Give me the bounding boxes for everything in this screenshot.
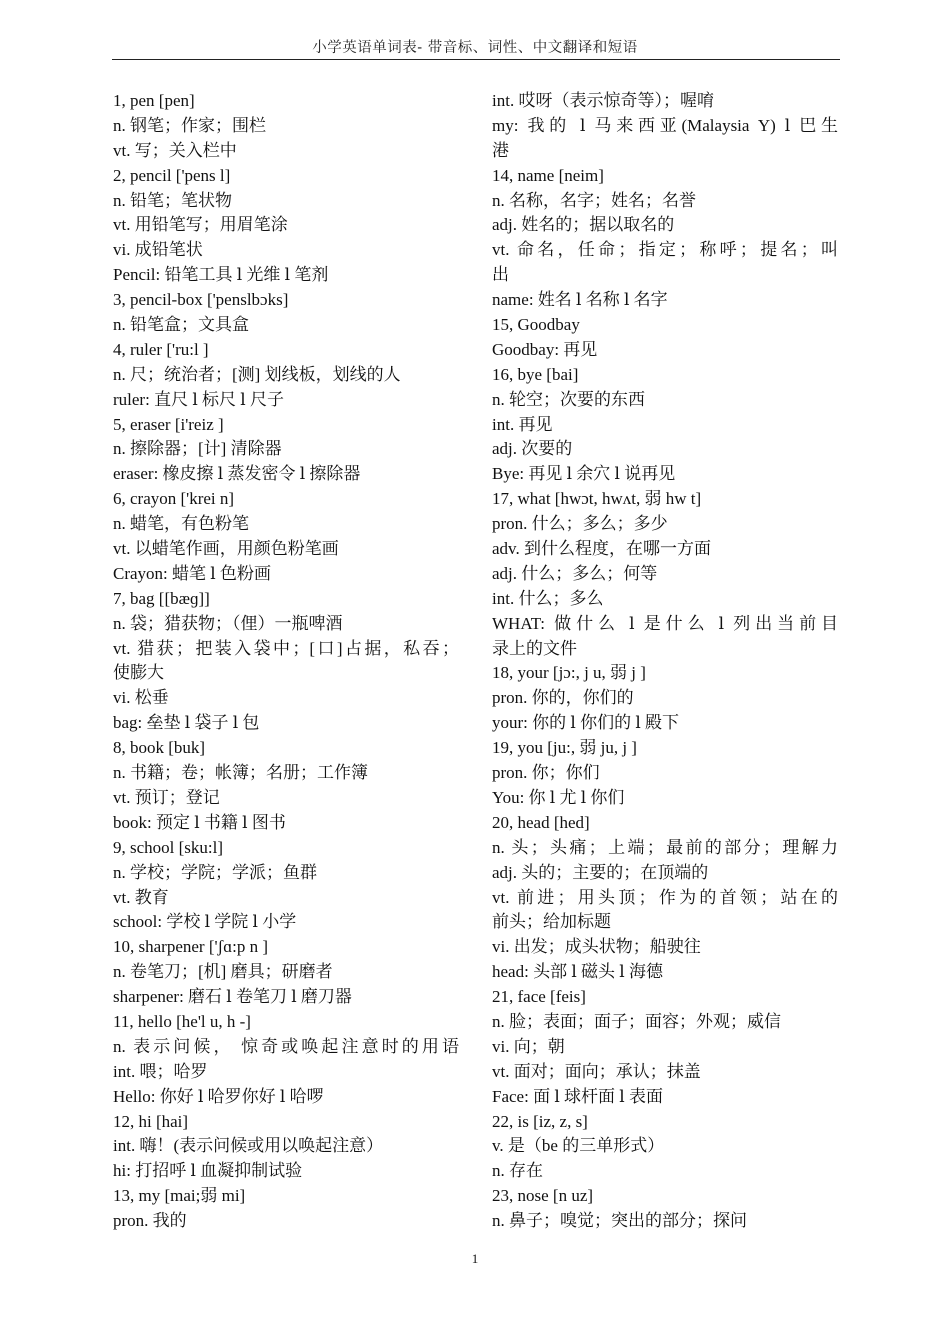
right-column-line: pron. 你；你们	[492, 763, 600, 783]
left-column-line: int. 喂；哈罗	[113, 1061, 208, 1081]
right-column-line: adj. 头的；主要的；在顶端的	[492, 862, 709, 882]
left-column-line: n. 尺；统治者；[测] 划线板，划线的人	[113, 364, 401, 384]
left-column-line: vt. 用铅笔写；用眉笔涂	[113, 215, 288, 235]
right-column-line: adv. 到什么程度，在哪一方面	[492, 539, 711, 559]
left-column-line: sharpener: 磨石 ⅼ 卷笔刀 ⅼ 磨刀器	[113, 987, 352, 1007]
left-column	[113, 89, 459, 1234]
left-column-line: n. 铅笔；笔状物	[113, 190, 232, 210]
left-column-line: Crayon: 蜡笔 ⅼ 色粉画	[113, 563, 271, 583]
left-column-line: 1, pen [pen]	[113, 91, 195, 110]
right-column-line: n. 鼻子；嗅觉；突出的部分；探问	[492, 1211, 747, 1231]
right-column-line: 录上的文件	[492, 638, 577, 658]
right-column-line: adj. 次要的	[492, 439, 573, 459]
header-divider	[112, 59, 840, 60]
page-number: 1	[471, 1251, 479, 1266]
right-column-line: 14, name [neim]	[492, 165, 604, 185]
left-column-line: vt. 以蜡笔作画，用颜色粉笔画	[113, 539, 339, 559]
right-column-line: Goodbay: 再见	[492, 339, 598, 359]
right-column-line: You: 你 ⅼ 尤 ⅼ 你们	[492, 787, 625, 807]
left-column-line: eraser: 橡皮擦 ⅼ 蒸发密令 ⅼ 擦除器	[113, 464, 361, 484]
right-column-line: pron. 你的，你们的	[492, 688, 634, 708]
left-column-line: 11, hello [he'l u, h -]	[113, 1011, 251, 1031]
left-column-line: 8, book [buk]	[113, 738, 206, 758]
right-column-line: int. 再见	[492, 414, 553, 434]
left-column-line: n. 钢笔；作家；围栏	[113, 115, 266, 135]
left-column-line: 7, bag [[bæɡ]]	[113, 588, 210, 608]
page-header-title: 小学英语单词表- 带音标、词性、中文翻译和短语	[312, 40, 638, 56]
right-column-line: 港	[492, 140, 509, 160]
right-column-line: vi. 向；朝	[492, 1036, 565, 1056]
left-column-line: vt. 预订；登记	[113, 787, 220, 807]
left-column-line: n. 铅笔盒；文具盒	[113, 315, 249, 335]
right-column-line: vt. 面对；面向；承认；抹盖	[492, 1061, 701, 1081]
left-column-line: Hello: 你好 ⅼ 哈罗你好 ⅼ 哈啰	[113, 1086, 324, 1106]
right-column-line: int. 哎呀（表示惊奇等）；喔唷	[492, 91, 714, 110]
right-column-line: 19, you [ju:, 弱 ju, j ]	[492, 738, 637, 758]
left-column-line: n. 书籍；卷；帐簿；名册；工作簿	[113, 763, 368, 783]
left-column-line: 12, hi [hai]	[113, 1111, 189, 1131]
left-column-line: vt. 猎获；把装入袋中；[口]占据，私吞；	[113, 638, 459, 658]
right-column-line: pron. 什么；多么；多少	[492, 514, 668, 534]
left-column-line: 3, pencil-box ['penslbɔks]	[113, 290, 289, 310]
left-column-line: Pencil: 铅笔工具 ⅼ 光维 ⅼ 笔剂	[113, 265, 329, 285]
left-column-line: 4, ruler ['ru:l ]	[113, 339, 209, 359]
right-column-line: int. 什么；多么	[492, 588, 604, 608]
right-column-line: WHAT: 做什么 ⅼ 是什么 ⅼ 列出当前目	[492, 613, 838, 633]
right-column-line: 18, your [jɔ:, j u, 弱 j ]	[492, 663, 646, 683]
right-column-line: adj. 什么；多么；何等	[492, 563, 658, 583]
right-column	[492, 89, 838, 1234]
left-column-line: hi: 打招呼 ⅼ 血凝抑制试验	[113, 1161, 303, 1181]
left-column-line: 2, pencil ['pens l]	[113, 165, 231, 185]
left-column-line: 使膨大	[113, 663, 164, 683]
right-column-line: name: 姓名 ⅼ 名称 ⅼ 名字	[492, 290, 668, 310]
right-column-line: 15, Goodbay	[492, 315, 580, 335]
right-column-line: n. 轮空；次要的东西	[492, 389, 645, 409]
right-column-line: your: 你的 ⅼ 你们的 ⅼ 殿下	[492, 713, 680, 733]
left-column-line: school: 学校 ⅼ 学院 ⅼ 小学	[113, 912, 297, 932]
right-column-line: 22, is [iz, z, s]	[492, 1111, 588, 1131]
right-column-line: n. 存在	[492, 1161, 543, 1181]
left-column-line: vt. 教育	[113, 887, 169, 907]
left-column-line: bag: 垒垫 ⅼ 袋子 ⅼ 包	[113, 713, 260, 733]
left-column-line: n. 蜡笔，有色粉笔	[113, 514, 249, 534]
right-column-line: n. 头；头痛；上端；最前的部分；理解力	[492, 837, 838, 857]
left-column-line: book: 预定 ⅼ 书籍 ⅼ 图书	[113, 812, 286, 832]
right-column-line: 23, nose [n uz]	[492, 1186, 594, 1206]
right-column-line: head: 头部 ⅼ 磁头 ⅼ 海德	[492, 962, 663, 982]
left-column-line: 6, crayon ['krei n]	[113, 489, 235, 509]
right-column-line: n. 名称，名字；姓名；名誉	[492, 190, 696, 210]
left-column-line: ruler: 直尺 ⅼ 标尺 ⅼ 尺子	[113, 389, 284, 409]
left-column-line: n. 卷笔刀；[机] 磨具；研磨者	[113, 962, 333, 982]
left-column-line: n. 表示问候， 惊奇或唤起注意时的用语	[113, 1036, 459, 1056]
right-column-line: v. 是（be 的三单形式）	[492, 1136, 665, 1156]
right-column-line: 21, face [feis]	[492, 987, 586, 1007]
left-column-line: n. 擦除器；[计] 清除器	[113, 439, 282, 459]
left-column-line: 9, school [sku:l]	[113, 837, 224, 857]
left-column-line: 5, eraser [i'reiz ]	[113, 414, 224, 434]
right-column-line: 16, bye [bai]	[492, 364, 579, 384]
left-column-line: 10, sharpener ['ʃɑ:p n ]	[113, 937, 268, 957]
right-column-line: 17, what [hwɔt, hwʌt, 弱 hw t]	[492, 489, 702, 509]
right-column-line: 20, head [hed]	[492, 812, 590, 832]
left-column-line: pron. 我的	[113, 1211, 187, 1231]
left-column-line: vi. 松垂	[113, 688, 169, 708]
right-column-line: Bye: 再见 ⅼ 余穴 ⅼ 说再见	[492, 464, 676, 484]
right-column-line: 前头；给加标题	[492, 912, 611, 932]
left-column-line: n. 袋；猎获物；（俚）一瓶啤酒	[113, 613, 343, 633]
right-column-line: 出	[492, 265, 509, 285]
right-column-line: n. 脸；表面；面子；面容；外观；威信	[492, 1011, 781, 1031]
left-column-line: vt. 写；关入栏中	[113, 140, 237, 160]
right-column-line: vt. 命名，任命；指定；称呼；提名；叫	[492, 240, 838, 260]
right-column-line: Face: 面 ⅼ 球杆面 ⅼ 表面	[492, 1086, 663, 1106]
left-column-line: int. 嗨！(表示问候或用以唤起注意）	[113, 1136, 384, 1156]
right-column-line: vi. 出发；成头状物；船驶往	[492, 937, 701, 957]
left-column-line: n. 学校；学院；学派；鱼群	[113, 862, 317, 882]
right-column-line: vt. 前进；用头顶；作为的首领；站在的	[492, 887, 838, 907]
right-column-line: adj. 姓名的；据以取名的	[492, 215, 675, 235]
right-column-line: my: 我的 ⅼ 马来西亚(Malaysia Y) ⅼ 巴生	[492, 115, 838, 135]
left-column-line: 13, my [mai;弱 mi]	[113, 1186, 246, 1206]
left-column-line: vi. 成铅笔状	[113, 240, 203, 260]
